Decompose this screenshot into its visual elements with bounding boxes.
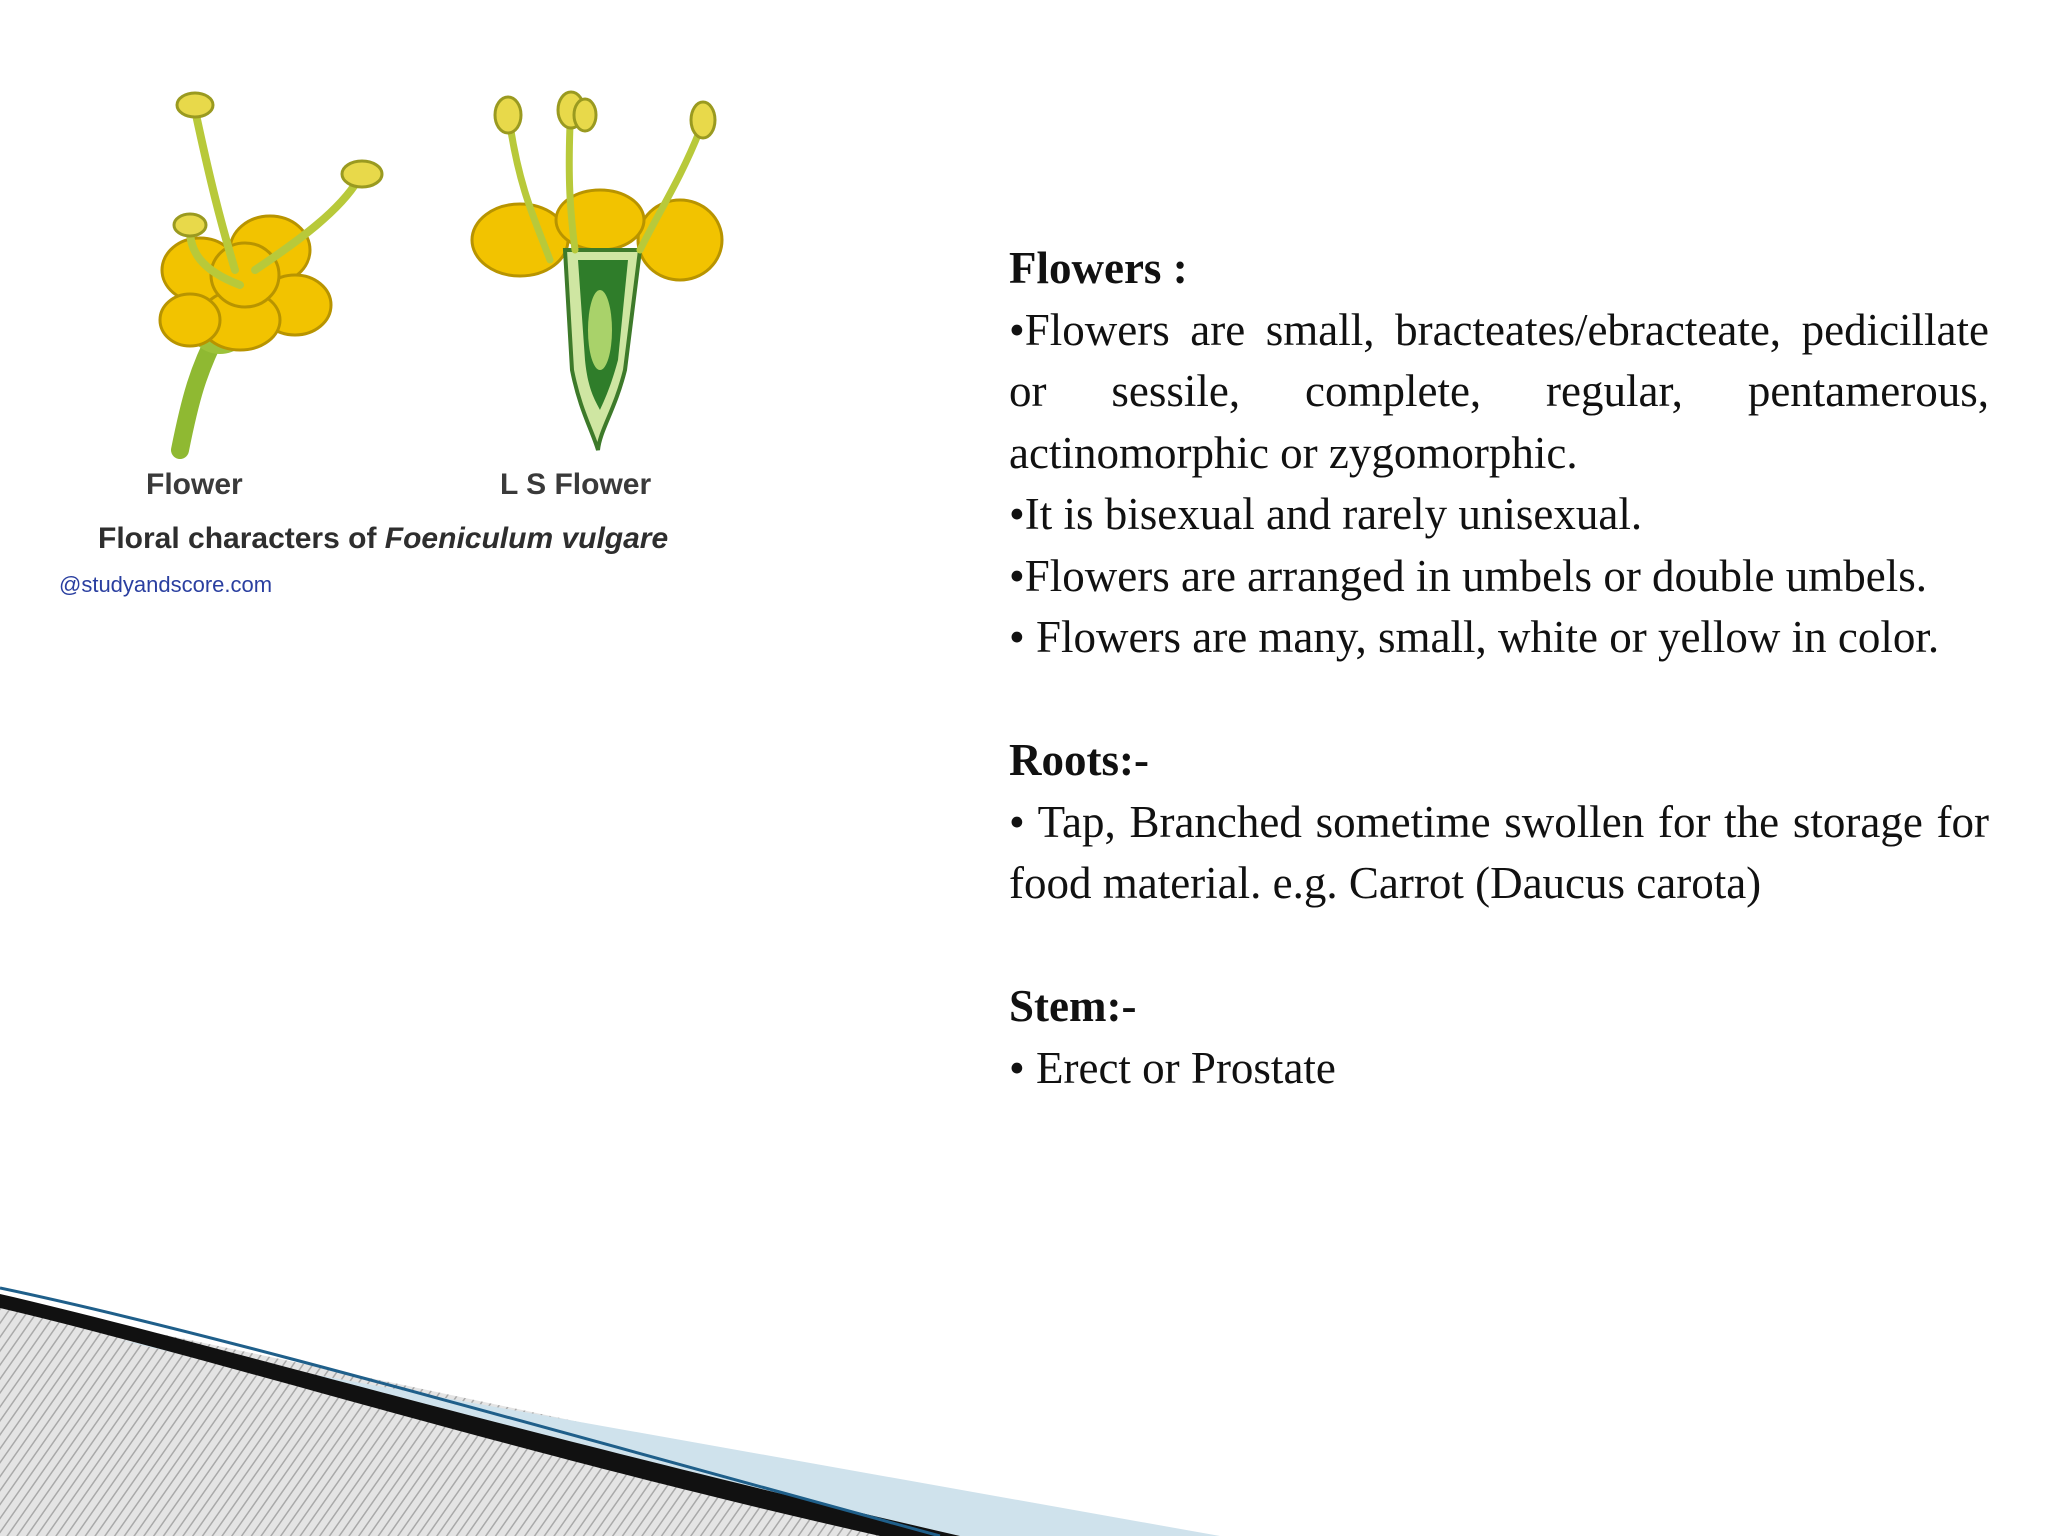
slide-corner-decoration: [0, 1280, 2048, 1536]
flower-label: Flower: [146, 468, 243, 501]
flower-figure: [40, 70, 760, 630]
flower-illustration: [40, 70, 760, 470]
source-watermark: @studyandscore.com: [59, 572, 273, 597]
caption-prefix: Floral characters of: [98, 522, 385, 555]
text-panel: [1009, 238, 1989, 1099]
spacer: [1009, 915, 1989, 977]
stem-heading: Stem:-: [1009, 981, 1137, 1031]
flowers-point: •Flowers are small, bracteates/ebracteate, pedicillate or sessile, complete, regular, pentamerous, actinomorphic or zygomorphic.: [1009, 304, 1989, 478]
flowers-point: •It is bisexual and rarely unisexual.: [1009, 489, 1643, 539]
flowers-point: •Flowers are arranged in umbels or double umbels.: [1009, 550, 1928, 601]
whole-flower-drawing: [160, 93, 382, 450]
flowers-heading: Flowers :: [1009, 243, 1188, 293]
caption-species: Foeniculum vulgare: [384, 522, 669, 555]
roots-heading: Roots:-: [1009, 735, 1149, 785]
spacer: [1009, 669, 1989, 731]
ls-flower-label: L S Flower: [500, 468, 652, 501]
ls-flower-drawing: [472, 92, 722, 450]
stem-point: • Erect or Prostate: [1009, 1042, 1336, 1093]
figure-caption: [98, 522, 668, 556]
roots-point: • Tap, Branched sometime swollen for the storage for food material. e.g. Carrot (Daucus carota): [1009, 796, 1989, 908]
flowers-point: • Flowers are many, small, white or yellow in color.: [1009, 612, 1940, 662]
